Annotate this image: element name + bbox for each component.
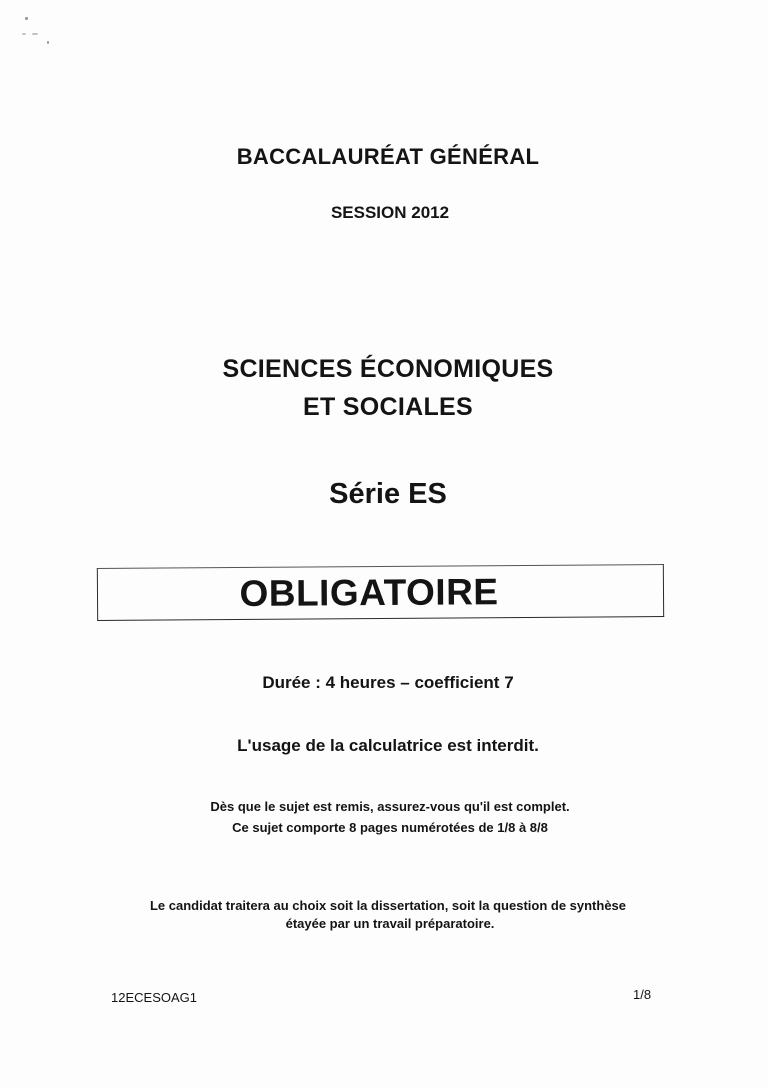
session-label: SESSION 2012 <box>330 203 450 222</box>
exam-title: BACCALAURÉAT GÉNÉRAL <box>236 144 540 169</box>
scan-speck <box>32 33 38 35</box>
calculator-notice: L'usage de la calculatrice est interdit. <box>237 736 539 755</box>
completeness-notice: Dès que le sujet est remis, assurez-vous qu'il est complet. <box>210 799 570 814</box>
instruction-line-1: Le candidat traitera au choix soit la dissertation, soit la question de synthèse <box>149 898 627 913</box>
series-label: Série ES <box>329 478 447 510</box>
subject-title-line-1: SCIENCES ÉCONOMIQUES <box>222 355 554 383</box>
scan-speck <box>25 17 28 20</box>
instruction-line-2: étayée par un travail préparatoire. <box>285 916 495 931</box>
scan-speck <box>22 33 26 35</box>
scan-speck <box>47 41 49 44</box>
page-count-notice: Ce sujet comporte 8 pages numérotées de 1/8 à 8/8 <box>232 820 548 835</box>
subject-code: 12ECESOAG1 <box>111 990 197 1005</box>
option-label: OBLIGATOIRE <box>239 571 499 614</box>
option-box <box>97 564 664 621</box>
duration-label: Durée : 4 heures – coefficient 7 <box>262 673 514 692</box>
subject-title-line-2: ET SOCIALES <box>303 393 473 421</box>
page-number: 1/8 <box>633 987 652 1002</box>
